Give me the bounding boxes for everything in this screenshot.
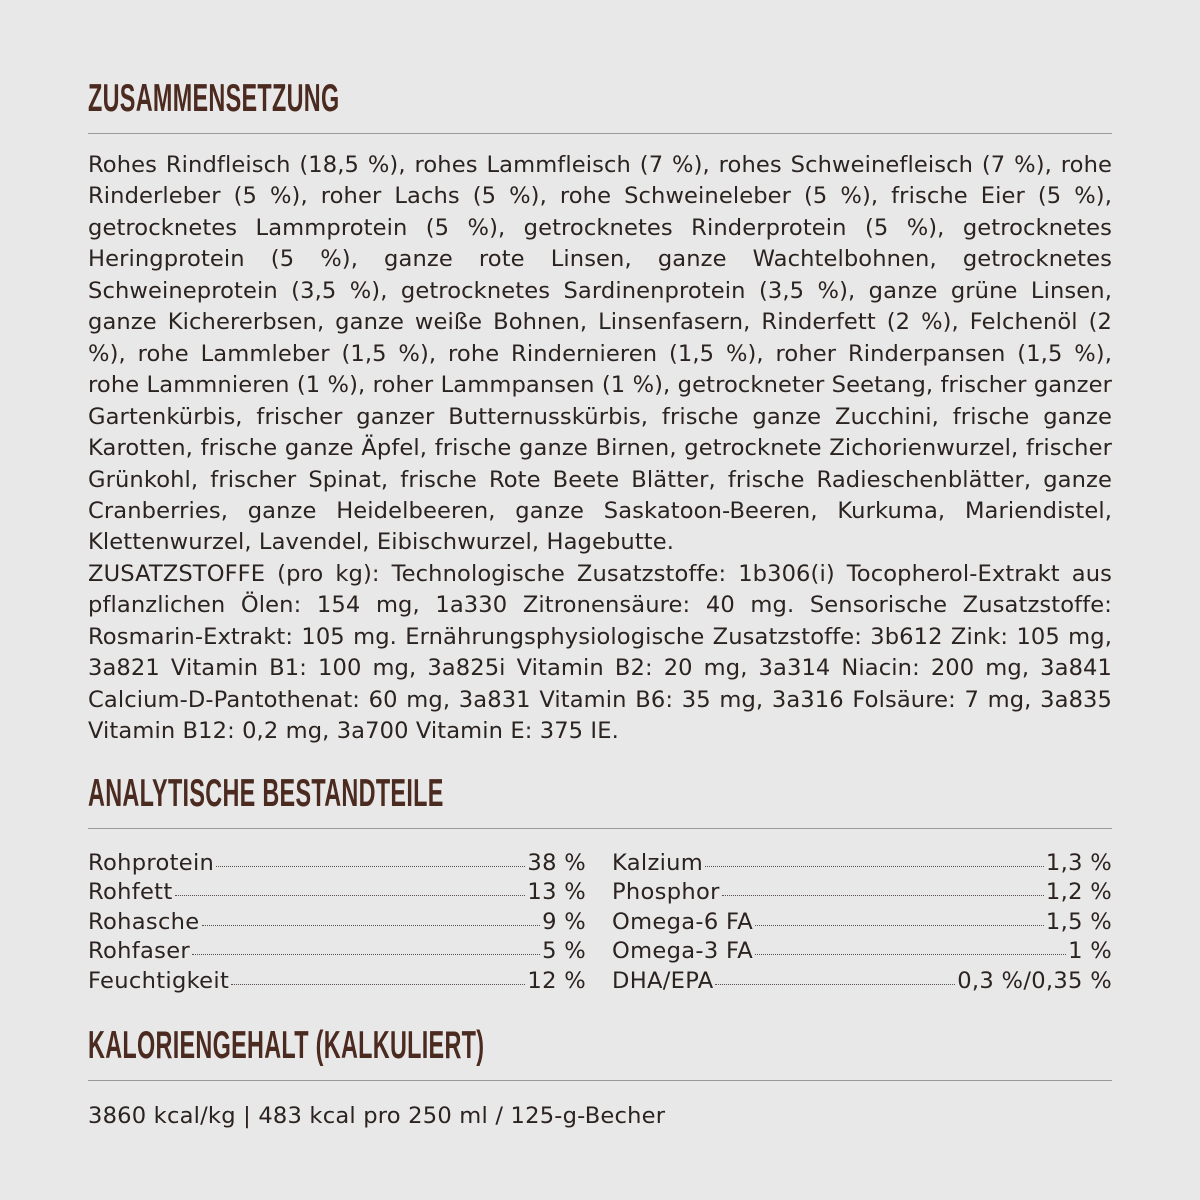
analytics-row (612, 967, 1112, 996)
leader-dots (231, 984, 525, 985)
leader-dots (755, 954, 1066, 955)
analytics-label: Rohasche (88, 908, 200, 935)
analytics-value: 13 % (527, 879, 586, 906)
analytics-row (88, 849, 586, 878)
leader-dots (722, 895, 1044, 896)
leader-dots (216, 866, 525, 867)
analytics-row (612, 878, 1112, 907)
calories-title: KALORIENGEHALT (KALKULIERT) (88, 1024, 485, 1067)
analytics-title: ANALYTISCHE BESTANDTEILE (88, 772, 444, 815)
composition-divider (88, 133, 1112, 134)
analytics-value: 5 % (542, 938, 586, 965)
analytics-left-column (88, 849, 586, 996)
analytics-value: 1 % (1068, 938, 1112, 965)
calories-text: 3860 kcal/kg | 483 kcal pro 250 ml / 125-g-Becher (88, 1103, 666, 1129)
analytics-right-column (612, 849, 1112, 996)
analytics-row (612, 849, 1112, 878)
analytics-value: 38 % (527, 850, 586, 876)
leader-dots (705, 866, 1044, 867)
leader-dots (202, 925, 541, 926)
leader-dots (192, 954, 540, 955)
leader-dots (175, 895, 526, 896)
additives-label: ZUSATZSTOFFE (pro kg): (88, 560, 380, 587)
leader-dots (755, 925, 1044, 926)
analytics-label: DHA/EPA (612, 967, 714, 994)
analytics-row (88, 937, 586, 966)
analytics-label: Omega-3 FA (612, 938, 753, 965)
analytics-label: Rohprotein (88, 850, 215, 876)
composition-text (88, 150, 1112, 748)
calories-divider (88, 1080, 1112, 1081)
leader-dots (715, 984, 955, 985)
analytics-row (88, 967, 586, 996)
composition-title: ZUSAMMENSETZUNG (88, 77, 340, 120)
analytics-divider (88, 828, 1112, 829)
analytics-value: 1,2 % (1045, 879, 1112, 906)
additives-text: Technologische Zusatzstoffe: 1b306(i) Tocopherol-Extrakt aus pflanzlichen Ölen: 154 mg, 1a330 Zitronensäure: 40 mg. Sensorische Zusatzstoffe: Rosmarin-Extrakt: 105 mg. Ernährungsphysiologische Zusatzstoffe: 3b612 Zink: 105 mg, 3a821 Vitamin B1: 100 mg, 3a825i Vitamin B2: 20 mg, 3a314 Niacin: 200 mg, 3a841 Calcium-D-Pantothenat: 60 mg, 3a831 Vitamin B6: 35 mg, 3a316 Folsäure: 7 mg, 3a835 Vitamin B12: 0,2 mg, 3a700 Vitamin E: 375 IE. (88, 560, 1112, 745)
analytics-label: Rohfaser (88, 938, 190, 965)
analytics-row (88, 908, 586, 937)
analytics-table (88, 849, 1112, 999)
analytics-row (612, 937, 1112, 966)
analytics-label: Rohfett (88, 879, 173, 906)
analytics-label: Omega-6 FA (612, 908, 753, 935)
analytics-row (612, 908, 1112, 937)
analytics-label: Feuchtigkeit (88, 967, 230, 994)
analytics-value: 0,3 %/0,35 % (957, 967, 1112, 994)
analytics-value: 1,5 % (1045, 908, 1112, 935)
analytics-row (88, 878, 586, 907)
ingredients-list: Rohes Rindfleisch (18,5 %), rohes Lammfleisch (7 %), rohes Schweinefleisch (7 %), rohe Rinderleber (5 %), roher Lachs (5 %), rohe Schweineleber (5 %), frische Eier (5 %), getrocknetes Lammprotein (5 %), getrocknetes Rinderprotein (5 %), getrocknetes Heringprotein (5 %), ganze rote Linsen, ganze Wachtelbohnen, getrocknetes Schweineprotein (3,5 %), getrocknetes Sardinenprotein (3,5 %), ganze grüne Linsen, ganze Kichererbsen, ganze weiße Bohnen, Linsenfasern, Rinderfett (2 %), Felchenöl (2 %), rohe Lammleber (1,5 %), rohe Rindernieren (1,5 %), roher Rinderpansen (1,5 %), rohe Lammnieren (1 %), roher Lammpansen (1 %), getrockneter Seetang, frischer ganzer Gartenkürbis, frischer ganzer Butternusskürbis, frische ganze Zucchini, frische ganze Karotten, frische ganze Äpfel, frische ganze Birnen, getrocknete Zichorienwurzel, frischer Grünkohl, frischer Spinat, frische Rote Beete Blätter, frische Radieschenblätter, ganze Cranberries, ganze Heidelbeeren, ganze Saskatoon-Beeren, Kurkuma, Mariendistel, Klettenwurzel, Lavendel, Eibischwurzel, Hagebutte. (88, 152, 1112, 556)
analytics-value: 1,3 % (1045, 850, 1112, 876)
analytics-label: Phosphor (612, 879, 720, 906)
analytics-value: 9 % (542, 908, 586, 935)
analytics-value: 12 % (527, 967, 586, 994)
analytics-label: Kalzium (612, 850, 704, 876)
